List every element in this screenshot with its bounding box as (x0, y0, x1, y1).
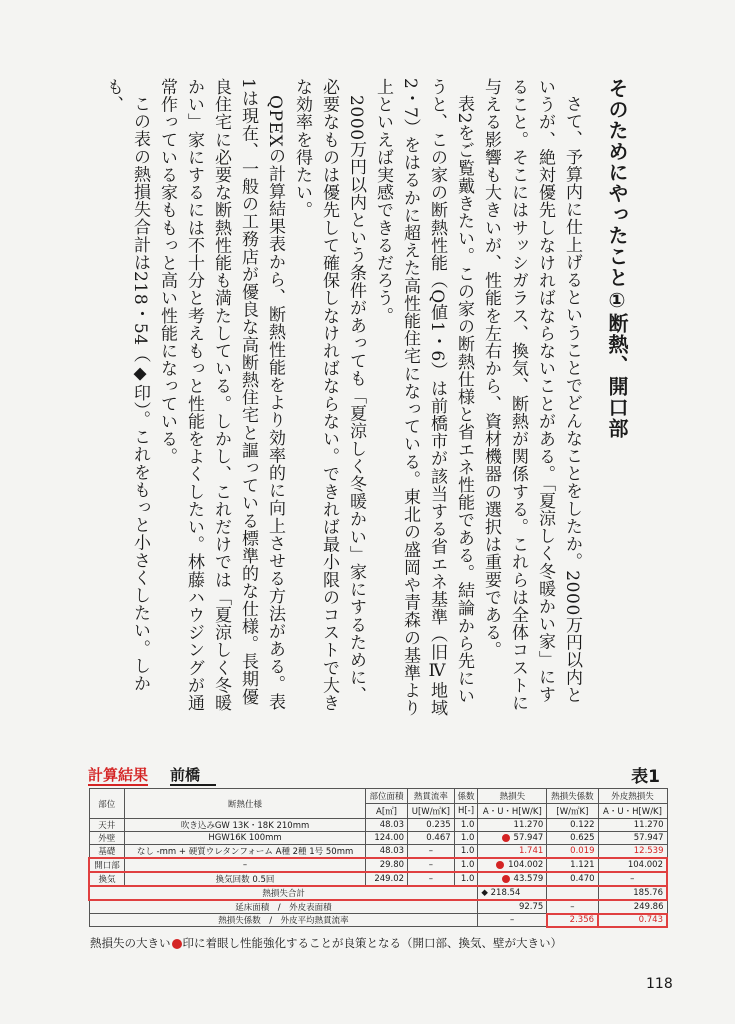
total-value-cell (478, 886, 547, 900)
page-number: 118 (646, 976, 673, 992)
outer-area-value: 249.86 (598, 900, 667, 914)
row-spec: – (125, 858, 366, 872)
row-loss: 1.741 (478, 845, 547, 859)
row-area: 48.03 (366, 845, 408, 859)
unit-coef: [W/㎡K] (547, 804, 598, 819)
red-dot-icon (502, 875, 510, 883)
red-dot-icon (502, 834, 510, 842)
row-h: 1.0 (454, 858, 478, 872)
floor-label: 延床面積 (235, 903, 270, 913)
note-after: 印に着眼し性能強化することが良策となる（開口部、換気、壁が大きい） (182, 936, 562, 950)
coef-labels (89, 914, 478, 927)
header-u: 熱貫流率 (408, 789, 455, 804)
diamond-marker-icon: ◆ (481, 888, 488, 898)
header-outer: 外皮熱損失 (598, 789, 667, 804)
row-h: 1.0 (454, 872, 478, 886)
row-spec: HGW16K 100mm (125, 832, 366, 845)
header-spec: 断熱仕様 (125, 789, 366, 819)
row-outer: 104.002 (598, 858, 667, 872)
header-part: 部位 (89, 789, 125, 819)
table-row (89, 872, 667, 886)
table-row (89, 858, 667, 872)
row-loss: 43.579 (478, 872, 547, 886)
table-header-row (89, 789, 667, 804)
paragraph-3: 2000万円以内という条件があっても「夏涼しく冬暖かい」家にするために、必要なものは優先して確保しなければならない。できれば最小限のコストで大きな効率を得たい。 (292, 78, 366, 712)
floor-dash: – (547, 900, 598, 914)
outer-avg-label: 外皮平均熱貫流率 (280, 916, 349, 926)
coef-value: 2.356 (547, 914, 598, 927)
coef-dash: – (478, 914, 547, 927)
header-coef: 熱損失係数 (547, 789, 598, 804)
row-u: – (408, 845, 455, 859)
row-coef: 0.625 (547, 832, 598, 845)
paragraph-1: さて、予算内に仕上げるということでどんなことをしたか。2000万円以内というが、絶対優先しなければならないことがある。「夏涼しく冬暖かい家」にすること。そこにはサッシガラス、換気、断熱が関係する。これらは全体コストに与える影響も大きいが、性能を左右から、資材機器の選択は重要である。 (481, 78, 582, 712)
row-loss: 11.270 (478, 819, 547, 832)
row-coef: 1.121 (547, 858, 598, 872)
row-u: 0.467 (408, 832, 455, 845)
coef-label: 熱損失係数 (218, 916, 261, 926)
row-part: 外壁 (89, 832, 125, 845)
row-spec: 吹き込みGW 13K・18K 210mm (125, 819, 366, 832)
row-spec: 換気回数 0.5回 (125, 872, 366, 886)
outer-avg-value: 0.743 (598, 914, 667, 927)
row-area: 48.03 (366, 819, 408, 832)
table-row (89, 845, 667, 859)
unit-h: H[-] (454, 804, 478, 819)
header-loss: 熱損失 (478, 789, 547, 804)
header-h: 係数 (454, 789, 478, 804)
calculation-table (88, 788, 668, 928)
total-value: 218.54 (490, 888, 521, 898)
total-outer: 185.76 (598, 886, 667, 900)
row-outer: 12.539 (598, 845, 667, 859)
floor-value: 92.75 (478, 900, 547, 914)
total-row (89, 886, 667, 900)
table-location: 前橋 (170, 766, 216, 786)
row-u: 0.235 (408, 819, 455, 832)
red-dot-icon (496, 861, 504, 869)
table-row (89, 819, 667, 832)
row-coef: 0.019 (547, 845, 598, 859)
row-coef: 0.470 (547, 872, 598, 886)
unit-loss: A・U・H[W/K] (478, 804, 547, 819)
table-note (90, 935, 562, 951)
row-u: – (408, 872, 455, 886)
row-part: 換気 (89, 872, 125, 886)
row-h: 1.0 (454, 832, 478, 845)
row-part: 天井 (89, 819, 125, 832)
floor-labels (89, 900, 478, 914)
row-outer: 11.270 (598, 819, 667, 832)
note-before: 熱損失の大きい (90, 936, 171, 950)
row-area: 124.00 (366, 832, 408, 845)
row-area: 29.80 (366, 858, 408, 872)
paragraph-2: 表2をご覧戴きたい。この家の断熱仕様と省エネ性能である。結論から先にいうと、この家の断熱性能（Q値1・6）は前橋市が該当する省エネ基準（旧Ⅳ地域2・7）をはるかに超えた高性能住宅になっている。東北の盛岡や青森の基準より上といえば実感できるだろう。 (373, 78, 474, 717)
row-coef: 0.122 (547, 819, 598, 832)
row-area: 249.02 (366, 872, 408, 886)
row-u: – (408, 858, 455, 872)
row-part: 開口部 (89, 858, 125, 872)
red-dot-icon (172, 939, 182, 949)
table-row (89, 832, 667, 845)
total-label: 熱損失合計 (89, 886, 478, 900)
row-spec: なし -mm + 硬質ウレタンフォーム A種 2種 1号 50mm (125, 845, 366, 859)
table-label: 表1 (631, 767, 660, 787)
coef-row (89, 914, 667, 927)
unit-u: U[W/㎡K] (408, 804, 455, 819)
unit-outer: A・U・H[W/K] (598, 804, 667, 819)
row-outer: 57.947 (598, 832, 667, 845)
row-part: 基礎 (89, 845, 125, 859)
unit-area: A[㎡] (366, 804, 408, 819)
coef-sep: / (269, 916, 273, 926)
paragraph-5: この表の熱損失合計は218・54（◆印）。これをもっと小さくしたい。しかも、 (103, 78, 150, 693)
table-title: 計算結果 前橋 (88, 764, 216, 785)
row-loss: 104.002 (478, 858, 547, 872)
row-h: 1.0 (454, 845, 478, 859)
article-body (100, 78, 630, 718)
outer-area-label: 外皮表面積 (289, 903, 332, 913)
floor-sep: / (277, 903, 281, 913)
paragraph-4: QPEXの計算結果表から、断熱性能をより効率的に向上させる方法がある。表1は現在、一般の工務店が優良な高断熱住宅と謳っている標準的な仕様。長期優良住宅に必要な断熱性能も満たしている。しかし、これだけでは「夏涼しく冬暖かい」家にするには不十分と考えもっと性能をよくしたい。林藤ハウジングが通常作っている家ももっと高い性能になっている。 (157, 78, 285, 712)
header-area: 部位面積 (366, 789, 408, 804)
row-loss: 57.947 (478, 832, 547, 845)
article-heading: そのためにやったこと①断熱、開口部 (605, 78, 629, 439)
row-outer: – (598, 872, 667, 886)
floor-row (89, 900, 667, 914)
row-h: 1.0 (454, 819, 478, 832)
calculation-table-section (88, 762, 668, 928)
